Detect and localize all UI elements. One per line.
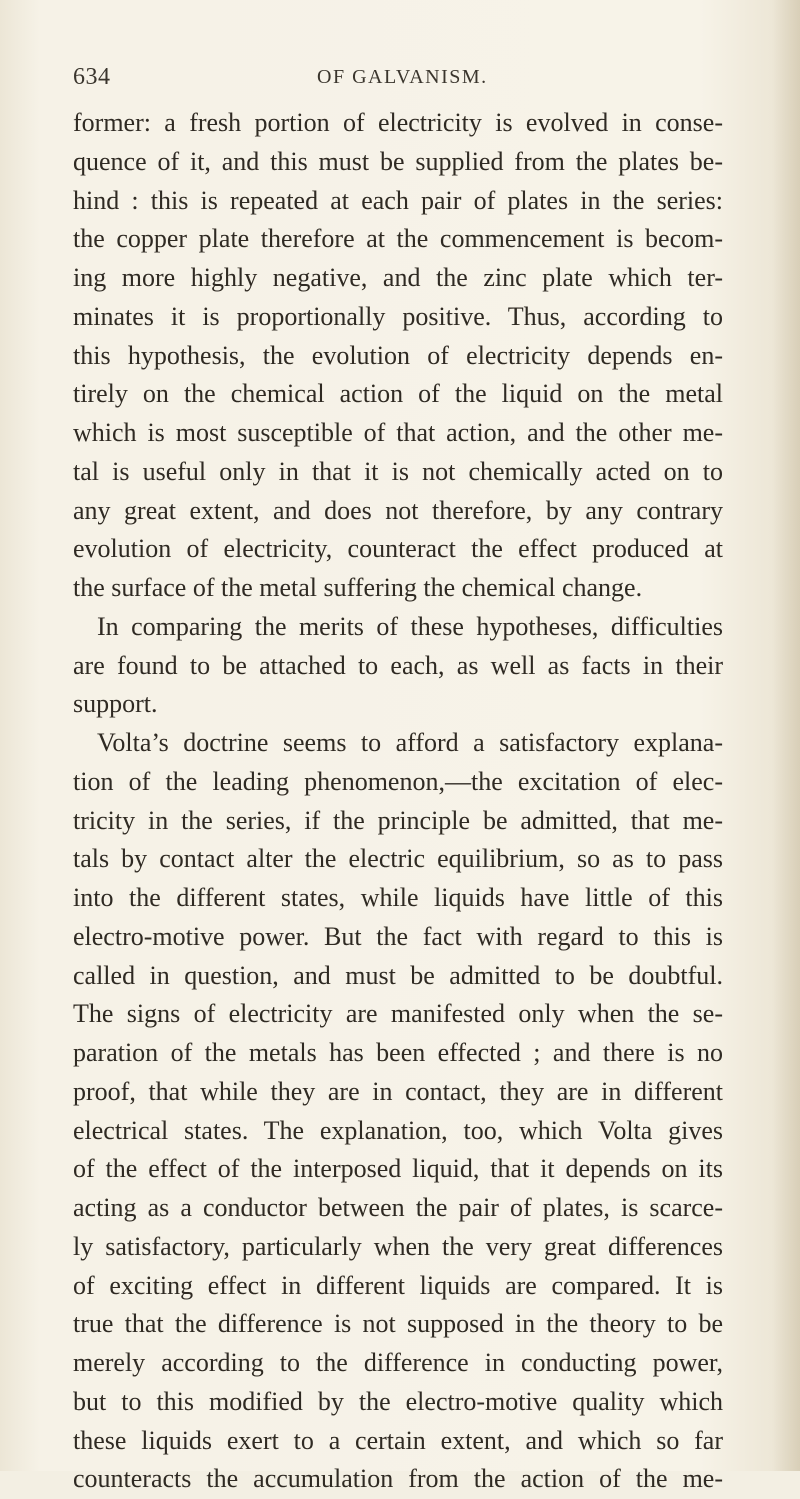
text-line: of exciting effect in different liquids are compared. It is bbox=[73, 1270, 723, 1300]
text-line: the copper plate therefore at the commencement is becom- bbox=[73, 224, 723, 254]
text-line: former: a fresh portion of electricity is evolved in conse- bbox=[73, 108, 723, 137]
text-line: In comparing the merits of these hypotheses, difficulties bbox=[97, 611, 723, 641]
page-number: 634 bbox=[73, 64, 111, 90]
body-text bbox=[73, 104, 723, 1499]
text-line: tal is useful only in that it is not chemically acted on to bbox=[73, 456, 723, 486]
text-line: The signs of electricity are manifested only when the se- bbox=[73, 999, 723, 1029]
text-line: acting as a conductor between the pair of plates, is scarce- bbox=[73, 1193, 723, 1222]
text-line: merely according to the difference in conducting power, bbox=[73, 1348, 723, 1377]
text-line: tricity in the series, if the principle be admitted, that me- bbox=[73, 805, 723, 835]
text-line: called in question, and must be admitted to be doubtful. bbox=[73, 960, 723, 990]
text-line: hind : this is repeated at each pair of plates in the series: bbox=[73, 185, 723, 215]
text-line: but to this modified by the electro-motive quality which bbox=[73, 1386, 723, 1416]
text-line: Volta’s doctrine seems to afford a satisfactory explana- bbox=[97, 728, 723, 757]
text-line: ing more highly negative, and the zinc plate which ter- bbox=[73, 263, 723, 292]
text-line: tals by contact alter the electric equilibrium, so as to pass bbox=[73, 844, 723, 874]
text-line: which is most susceptible of that action, and the other me- bbox=[73, 418, 723, 447]
text-line: the surface of the metal suffering the chemical change. bbox=[73, 573, 643, 602]
text-line: counteracts the accumulation from the action of the me- bbox=[73, 1464, 723, 1494]
text-line: true that the difference is not supposed in the theory to be bbox=[73, 1309, 723, 1339]
text-line: these liquids exert to a certain extent, and which so far bbox=[73, 1425, 723, 1455]
text-line: electrical states. The explanation, too, which Volta gives bbox=[73, 1115, 723, 1145]
running-head: OF GALVANISM. bbox=[317, 66, 488, 88]
text-line: electro-motive power. But the fact with regard to this is bbox=[73, 921, 723, 951]
text-line: any great extent, and does not therefore, by any contrary bbox=[73, 495, 723, 525]
page-edge-shadow bbox=[772, 0, 800, 1471]
text-line: this hypothesis, the evolution of electricity depends en- bbox=[73, 340, 723, 370]
page-header bbox=[73, 62, 553, 102]
text-line: tirely on the chemical action of the liquid on the metal bbox=[73, 379, 723, 409]
text-line: quence of it, and this must be supplied from the plates be- bbox=[73, 146, 723, 176]
text-line: minates it is proportionally positive. Thus, according to bbox=[73, 301, 723, 331]
text-line: tion of the leading phenomenon,—the excitation of elec- bbox=[73, 766, 723, 796]
text-line: proof, that while they are in contact, they are in different bbox=[73, 1076, 723, 1106]
text-line: paration of the metals has been effected ; and there is no bbox=[73, 1038, 723, 1067]
text-line: evolution of electricity, counteract the effect produced at bbox=[73, 534, 723, 564]
text-line: into the different states, while liquids have little of this bbox=[73, 883, 723, 912]
text-line: support. bbox=[73, 689, 158, 719]
text-line: are found to be attached to each, as well as facts in their bbox=[73, 650, 723, 680]
text-line: ly satisfactory, particularly when the very great differences bbox=[73, 1231, 723, 1261]
text-line: of the effect of the interposed liquid, that it depends on its bbox=[73, 1154, 723, 1184]
